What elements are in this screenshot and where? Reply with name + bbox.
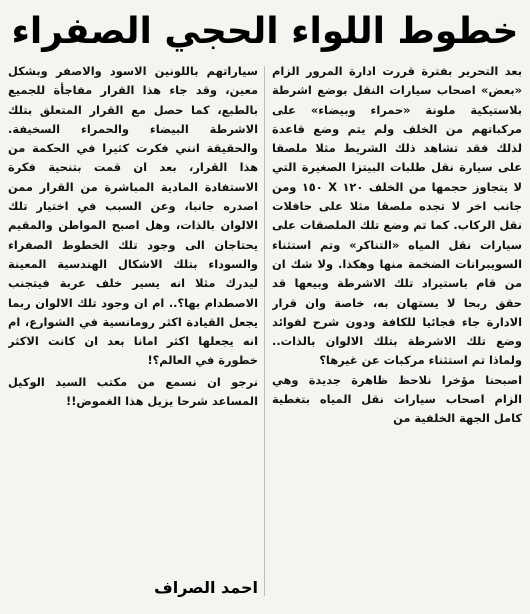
column-divider <box>264 66 265 596</box>
author-byline: احمد الصراف <box>154 578 258 597</box>
paragraph: نرجو ان نسمع من مكتب السيد الوكيل المساعد شرحا يزيل هذا الغموض!! <box>8 374 258 409</box>
paragraph: اصبحنا مؤخرا نلاحظ ظاهرة جديدة وهي الزام اصحاب سيارات نقل المياه بتغطية كامل الجهة الخلفية من <box>272 372 522 426</box>
paragraph: بعد التحرير بفترة قررت ادارة المرور الزام «بعض» اصحاب سيارات النقل بوضع اشرطة بلاستيكية ملونة «حمراء وبيضاء» على مركباتهم من الخلف ولم يتم وضع قاعدة لذلك فقد تشاهد ذلك الشريط مثلا ملصقا على سيارة نقل طلبات البيتزا الصغيرة التي لا يتجاوز حجمها من الخلف ١٢٠ X ١٥٠ ومن جانب اخر لا تجده ملصقا مثلا على حافلات نقل الركاب. كما تم وضع تلك الملصقات على سيارات نقل المياه «التناكر» وتم استثناء السويبرانات الضخمة منها وهكذا. ولا شك ان من قام باستيراد تلك الاشرطة وبيعها قد حقق ربحا لا يستهان به، خاصة وان قرار الادارة جاء فجائيا للكافة ودون شرح لفوائد وضع تلك الاشرطة بتلك الالوان بالذات.. ولماذا تم استثناء مركبات عن غيرها؟ <box>272 64 522 368</box>
article-column-right <box>272 62 522 602</box>
paragraph: سياراتهم باللونين الاسود والاصفر وبشكل معين، وقد جاء هذا القرار مفاجأة للجميع بالطبع، كما حصل مع القرار المتعلق بتلك الاشرطة البيضاء والحمراء السخيفة. والحقيقة انني فكرت كثيرا في الحكمة من هذا القرار، بعد ان قمت بتنحية فكرة الاستفادة المادية المباشرة من القرار ممن اصدره جانبا، وعن السبب في اختيار تلك الالوان بالذات، وهل اصبح المواطن والمقيم يحتاجان الى وجود تلك الخطوط الصفراء والسوداء بتلك الاشكال الهندسية المعينة ليدرك مثلا انه يسير خلف عربة فيتجنب الاصطدام بها؟.. ام ان وجود تلك الالوان ربما يجعل القيادة اكثر رومانسية في الشوارع، ام انه يجعلها اكثر امانا بعد ان كانت الاكثر خطورة في العالم؟! <box>8 64 258 368</box>
headline: خطوط اللواء الحجي الصفراء <box>11 10 519 52</box>
article-column-left <box>8 62 258 602</box>
